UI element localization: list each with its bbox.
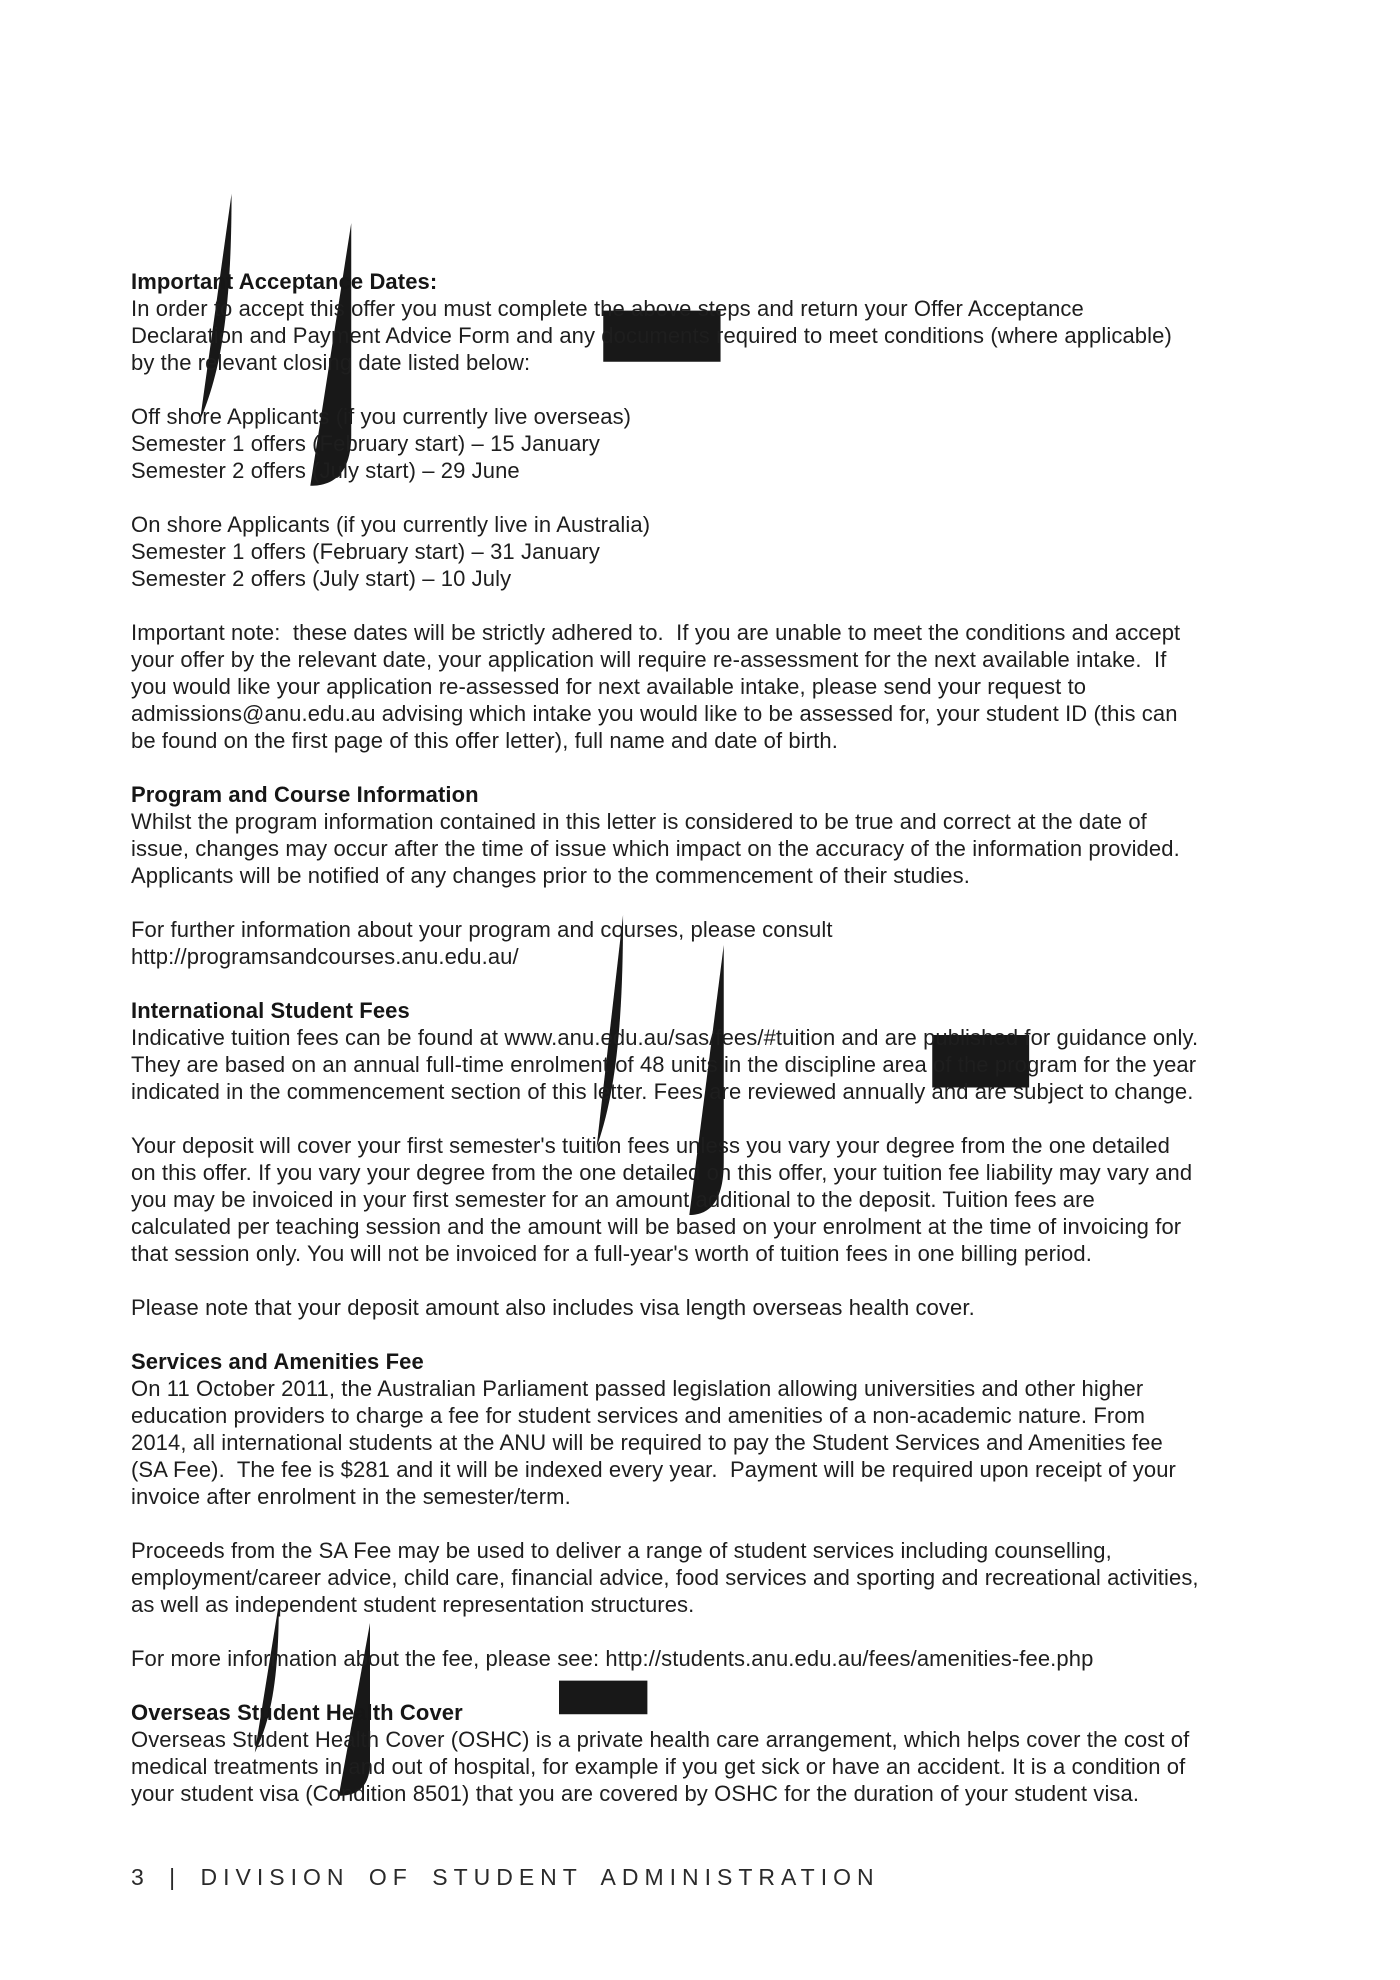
paragraph-oshc-info: Overseas Student Health Cover (OSHC) is a private health care arrangement, which helps cover the cost of medical treatments in and out of hospital, for example if you get sick or have an accident. It is a condition of your student visa (Condition 8501) that you are covered by OSHC for the duration of your student visa.: [131, 1727, 1190, 1806]
paragraph-program-info: Whilst the program information contained in this letter is considered to be true and correct at the date of issue, changes may occur after the time of issue which impact on the accuracy of the information provided. Applicants will be notified of any changes prior to the commencement of their studies.: [131, 809, 1180, 888]
section-heading-acceptance-dates: Important Acceptance Dates:: [131, 269, 438, 294]
paragraph-acceptance-intro: In order to accept this offer you must complete the above steps and return your Offer Acceptance Declaration and Payment Advice Form and any documents required to meet conditions (where applicable) by the relevant closing date listed below:: [131, 296, 1172, 375]
paragraph-sa-fee-proceeds: Proceeds from the SA Fee may be used to deliver a range of student services including counselling, employment/career advice, child care, financial advice, food services and sporting and recreational activities, as well as independent student representation structures.: [131, 1538, 1199, 1617]
page-footer: 3 | DIVISION OF STUDENT ADMINISTRATION: [131, 1864, 880, 1890]
section-heading-program-course-info: Program and Course Information: [131, 782, 479, 807]
paragraph-deposit-cover: Your deposit will cover your first semester's tuition fees unless you vary your degree from the one detailed on this offer. If you vary your degree from the one detailed on this offer, your tuition fee liability may vary and you may be invoiced in your first semester for an amount additional to the deposit. Tuition fees are calculated per teaching session and the amount will be based on your enrolment at the time of invoicing for that session only. You will not be invoiced for a full-year's worth of tuition fees in one billing period.: [131, 1133, 1193, 1266]
list-onshore-dates: On shore Applicants (if you currently live in Australia) Semester 1 offers (February start) – 31 January Semester 2 offers (July start) – 10 July: [131, 512, 651, 591]
section-heading-services-amenities-fee: Services and Amenities Fee: [131, 1349, 424, 1374]
section-heading-international-student-fees: International Student Fees: [131, 998, 410, 1023]
paragraph-sa-fee-legislation: On 11 October 2011, the Australian Parliament passed legislation allowing universities and other higher education providers to charge a fee for student services and amenities of a non-academic nature. From 2014, all international students at the ANU will be required to pay the Student Services and Amenities fee (SA Fee). The fee is $281 and it will be indexed every year. Payment will be required upon receipt of your invoice after enrolment in the semester/term.: [131, 1376, 1176, 1509]
paragraph-sa-fee-more-info: For more information about the fee, please see: http://students.anu.edu.au/fees/amenities-fee.php: [131, 1646, 1094, 1671]
list-offshore-dates: Off shore Applicants (if you currently live overseas) Semester 1 offers (February start) – 15 January Semester 2 offers (July start) – 29 June: [131, 404, 632, 483]
paragraph-program-consult: For further information about your program and courses, please consult http://programsandcourses.anu.edu.au/: [131, 917, 833, 969]
paragraph-indicative-fees: Indicative tuition fees can be found at www.anu.edu.au/sas/fees/#tuition and are published for guidance only. They are based on an annual full-time enrolment of 48 units in the discipline area of the program for the year indicated in the commencement section of this letter. Fees are reviewed annually and are subject to change.: [131, 1025, 1199, 1104]
paragraph-important-note: Important note: these dates will be strictly adhered to. If you are unable to meet the conditions and accept your offer by the relevant date, your application will require re-assessment for the next available intake. If you would like your application re-assessed for next available intake, please send your request to admissions@anu.edu.au advising which intake you would like to be assessed for, your student ID (this can be found on the first page of this offer letter), full name and date of birth.: [131, 620, 1181, 753]
section-heading-oshc: Overseas Student Health Cover: [131, 1700, 463, 1725]
paragraph-deposit-note: Please note that your deposit amount also includes visa length overseas health cover.: [131, 1295, 975, 1320]
